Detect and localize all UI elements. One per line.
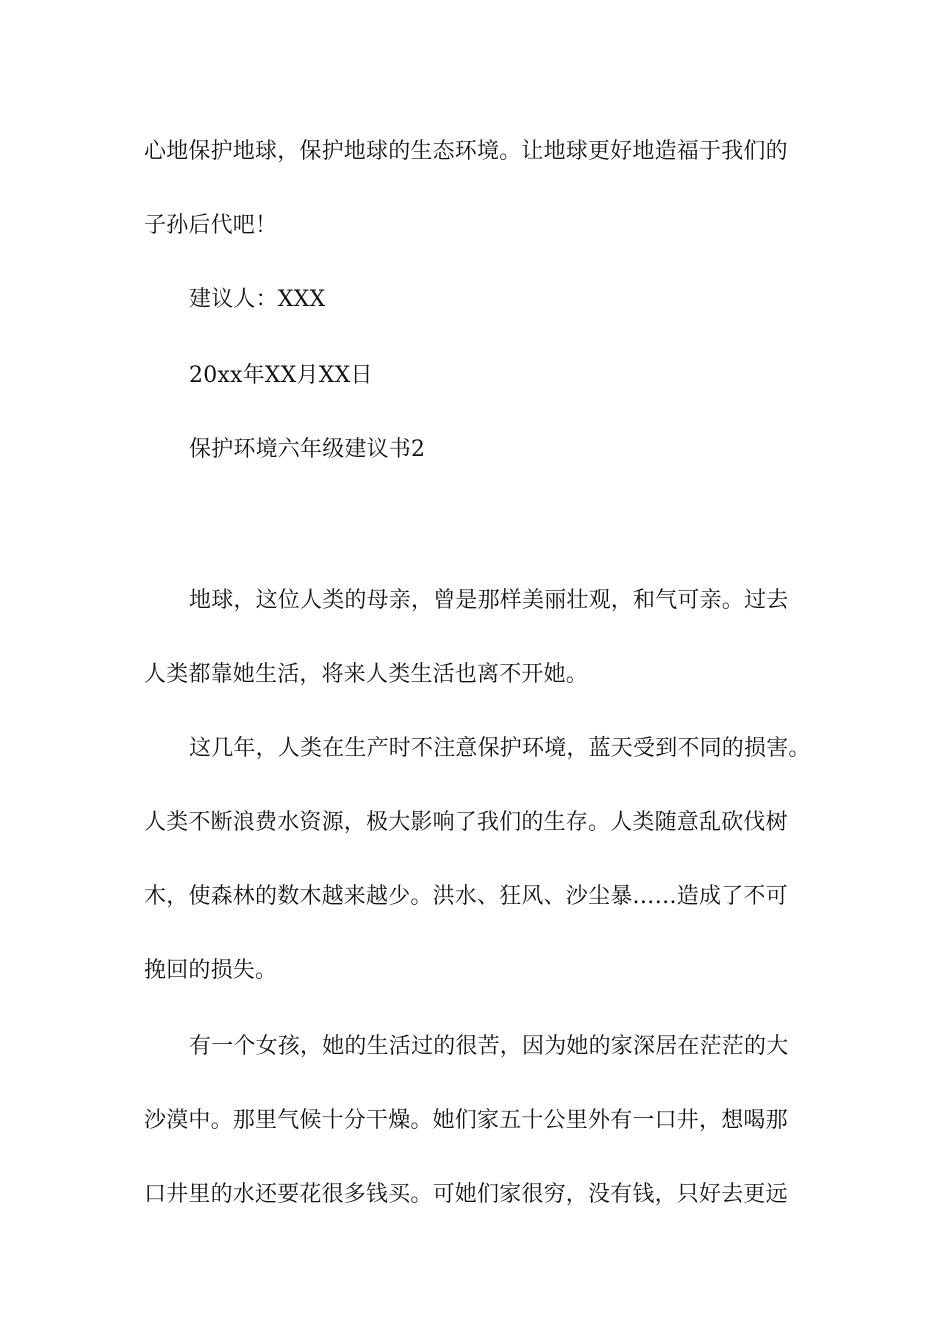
paragraph-line: 沙漠中。那里气候十分干燥。她们家五十公里外有一口井，想喝那 — [144, 1108, 788, 1133]
paragraph-line: 人类不断浪费水资源，极大影响了我们的生存。人类随意乱砍伐树 — [144, 810, 788, 835]
signer-line: 建议人：XXX — [189, 287, 326, 312]
paragraph-line: 有一个女孩，她的生活过的很苦，因为她的家深居在茫茫的大 — [189, 1034, 789, 1059]
section-title: 保护环境六年级建议书2 — [189, 437, 426, 462]
paragraph-line: 子孙后代吧！ — [144, 213, 278, 238]
paragraph-line: 心地保护地球，保护地球的生态环境。让地球更好地造福于我们的 — [144, 139, 788, 164]
date-line: 20xx年XX月XX日 — [189, 363, 373, 388]
paragraph-line: 木，使森林的数木越来越少。洪水、狂风、沙尘暴……造成了不可 — [144, 884, 788, 909]
paragraph-line: 口井里的水还要花很多钱买。可她们家很穷，没有钱，只好去更远 — [144, 1182, 788, 1207]
paragraph-line: 地球，这位人类的母亲，曾是那样美丽壮观，和气可亲。过去 — [189, 588, 789, 613]
paragraph-line: 挽回的损失。 — [144, 958, 278, 983]
paragraph-line: 人类都靠她生活，将来人类生活也离不开她。 — [144, 662, 589, 687]
paragraph-line: 这几年，人类在生产时不注意保护环境，蓝天受到不同的损害。 — [189, 736, 811, 761]
